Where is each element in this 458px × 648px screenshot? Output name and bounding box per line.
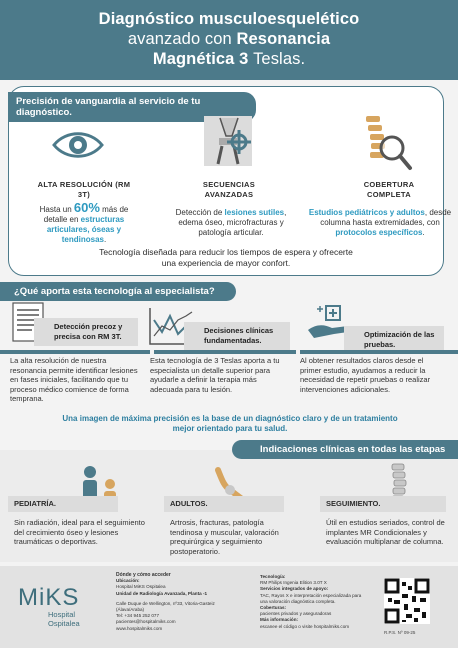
precision-note: Una imagen de máxima precisión es la base de un diagnóstico claro y de un tratamiento mejor orientado para tu salud.: [62, 414, 398, 433]
col-desc-cobertura: Estudios pediátricos y adultos, desde columna hasta extremidades, con protocolos específicos.: [308, 208, 452, 237]
indication-head-seguimiento: SEGUIMIENTO.: [320, 496, 446, 512]
divider-bar: [300, 350, 458, 354]
divider-bar: [154, 350, 296, 354]
benefit-desc-decisiones: Esta tecnología de 3 Teslas aporta a tu especialista un detalle superior para ayudarle a definir la terapia más adecuada para tu lesión.: [150, 356, 280, 394]
website-link[interactable]: www.hospitalmiks.com: [116, 625, 163, 631]
title-line-1: Diagnóstico musculoesquelético: [98, 10, 360, 28]
benefit-desc-deteccion: La alta resolución de nuestra resonancia permite identificar lesiones en fases iniciales, facilitando que tu proceso médico comience de forma temprana.: [10, 356, 138, 403]
divider-bar: [0, 350, 150, 354]
section-title-indicaciones: Indicaciones clínicas en todas las etapas: [232, 440, 458, 459]
col-desc-alta-resolucion: Hasta un 60% más de detalle en estructuras articulares, óseas y tendinosas.: [39, 200, 129, 244]
title-line-3: Magnética 3 Teslas.: [152, 50, 306, 68]
section-title-especialista: ¿Qué aporta esta tecnología al especialista?: [0, 282, 236, 301]
indication-desc-seguimiento: Útil en estudios seriados, control de implantes MR Condicionales y evaluación multiplanar de columna.: [326, 518, 445, 546]
col-secuencias: [184, 180, 274, 200]
indication-desc-adultos: Artrosis, fracturas, patología tendinosa y muscular, valoración prequirúrgica y seguimiento postoperatorio.: [170, 518, 279, 556]
tagline: Tecnología diseñada para reducir los tiempos de espera y ofrecerte una experiencia de mayor confort.: [99, 247, 353, 268]
registration-number: R.P.S. Nº 09-25: [384, 630, 416, 635]
benefit-head-optimizacion: Optimización de las pruebas.: [344, 326, 444, 354]
hospital-logo-subtitle: Hospital Ospitalea: [48, 610, 80, 628]
col-cobertura: [346, 180, 432, 200]
benefit-desc-optimizacion: Al obtener resultados claros desde el primer estudio, ayudamos a reducir la necesidad de repetir pruebas o realizar intervenciones adicionales.: [300, 356, 431, 394]
eye-icon: [52, 128, 104, 162]
hospital-logo: MiKS: [18, 584, 80, 611]
knee-joint-icon: [204, 116, 252, 166]
benefit-head-decisiones: Decisiones clínicas fundamentadas.: [184, 322, 290, 350]
header-banner: [0, 0, 458, 80]
title-line-2: avanzado con Resonancia: [127, 30, 331, 48]
indication-head-adultos: ADULTOS.: [164, 496, 284, 512]
col-desc-secuencias: Detección de lesiones sutiles, edema óseo, microfracturas y patología articular.: [175, 208, 287, 237]
contact-title: Dónde y cómo acceder: [116, 572, 171, 578]
col-alta-resolucion: [36, 180, 132, 200]
benefit-head-deteccion: Detección precoz y precisa con RM 3T.: [34, 318, 138, 346]
col-title: SECUENCIAS AVANZADAS: [202, 180, 256, 199]
spine-magnifier-icon: [362, 114, 414, 172]
qr-code-icon[interactable]: [384, 578, 430, 624]
col-title: ALTA RESOLUCIÓN (RM 3T): [37, 180, 131, 199]
technology-info: Tecnología: RM Philips Ingenia Elition 3.0T X Servicios integrados de apoyo: TAC, Rayos X e interpretación especializada para una valoración diagnóstica completa. Coberturas: pacientes privados y aseguradoras Más información: escanee el código o visite hospitalmiks.com: [260, 574, 362, 629]
contact-info: Dónde y cómo acceder Ubicación: Hospital MiKS Ospitalea Unidad de Radiología Avanzada, Planta -1 Calle Duque de Wellington, nº33, Vitoria-Gasteiz (Álava/Araba) Tel: +34 945 252 077 pacientes@hospitalmiks.com www.hospitalmiks.com: [116, 572, 236, 632]
col-title: COBERTURA COMPLETA: [363, 180, 415, 199]
email-link[interactable]: pacientes@hospitalmiks.com: [116, 619, 176, 625]
section-title-precision: Precisión de vanguardia al servicio de tu diagnóstico.: [8, 92, 256, 122]
indication-head-pediatria: PEDIATRÍA.: [8, 496, 118, 512]
indication-desc-pediatria: Sin radiación, ideal para el seguimiento del crecimiento óseo y lesiones traumáticas o deportivas.: [14, 518, 145, 546]
